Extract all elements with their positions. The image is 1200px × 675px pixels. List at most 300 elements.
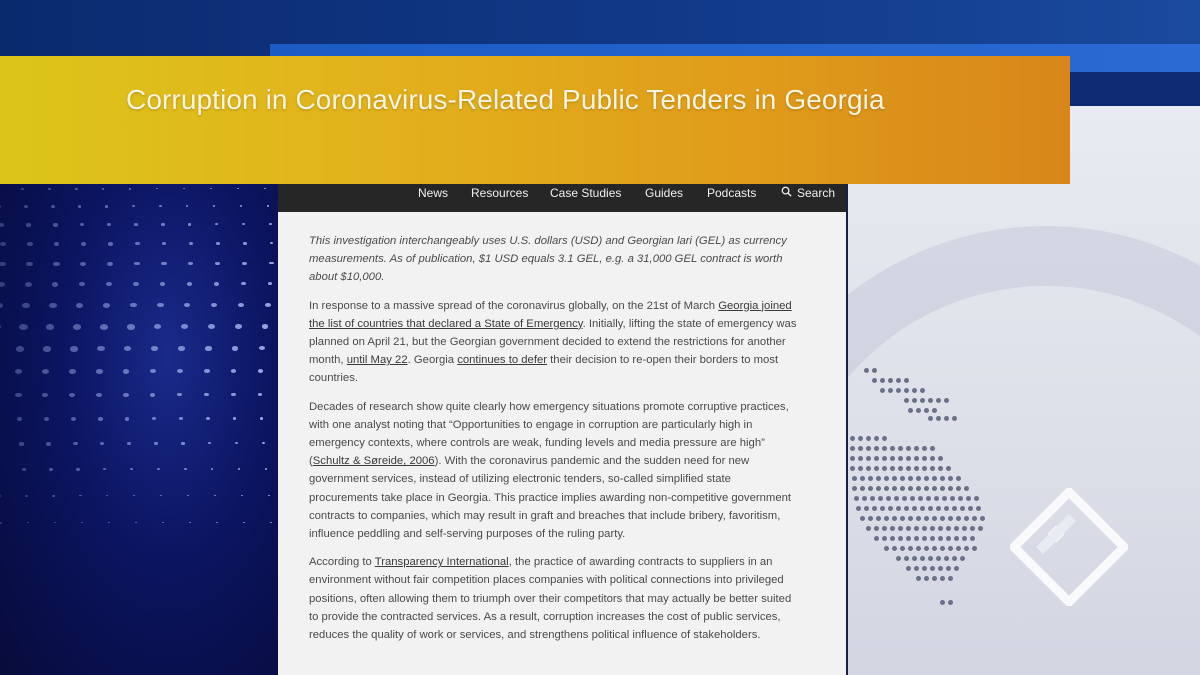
decorative-dot	[25, 495, 28, 497]
map-dot	[852, 486, 857, 491]
map-dot	[940, 516, 945, 521]
decorative-dot	[208, 324, 215, 329]
banner-title: Corruption in Coronavirus-Related Public Tenders in Georgia	[126, 84, 885, 115]
map-dot	[924, 476, 929, 481]
map-dot	[874, 536, 879, 541]
map-dot	[976, 506, 981, 511]
map-dot	[946, 466, 951, 471]
map-dot	[946, 536, 951, 541]
map-dot	[908, 516, 913, 521]
map-dot	[920, 556, 925, 561]
map-dot	[922, 466, 927, 471]
decorative-dot	[162, 522, 164, 523]
map-dot	[916, 476, 921, 481]
decorative-dot	[265, 303, 271, 307]
map-dot	[868, 476, 873, 481]
decorative-dot	[205, 346, 211, 350]
map-dot	[948, 600, 953, 605]
map-dot	[888, 506, 893, 511]
map-dot	[860, 476, 865, 481]
decorative-dot	[53, 262, 59, 266]
map-dot	[932, 486, 937, 491]
decorative-dot	[79, 282, 86, 287]
map-dot	[944, 416, 949, 421]
decorative-dot	[243, 242, 247, 244]
map-dot	[922, 446, 927, 451]
decorative-dot	[260, 417, 263, 419]
map-dot	[946, 526, 951, 531]
decorative-dot	[73, 324, 81, 330]
map-dot	[860, 516, 865, 521]
decorative-dot	[129, 188, 131, 190]
map-dot	[944, 556, 949, 561]
map-dot	[868, 486, 873, 491]
map-dot	[850, 456, 855, 461]
map-dot	[906, 536, 911, 541]
decorative-dot	[107, 262, 113, 266]
decorative-dot	[46, 324, 55, 330]
paragraph-text: Decades of research show quite clearly how emergency situations promote corruptive practices, with one analyst noting that “Opportunities to engage in corruption are particularly high in emergency contexts, where controls are weak, funding levels and media pressure are high” (	[309, 400, 789, 468]
map-dot	[928, 398, 933, 403]
map-dot	[940, 476, 945, 481]
map-dot	[858, 466, 863, 471]
decorative-dot	[160, 282, 166, 286]
map-dot	[882, 436, 887, 441]
map-dot	[872, 506, 877, 511]
map-dot	[866, 436, 871, 441]
decorative-dot	[150, 369, 156, 373]
map-dot	[964, 486, 969, 491]
decorative-dot	[19, 324, 28, 330]
decorative-dot	[48, 188, 51, 190]
decorative-dot	[214, 495, 216, 496]
map-dot	[912, 388, 917, 393]
map-dot	[914, 446, 919, 451]
map-dot	[866, 526, 871, 531]
map-dot	[948, 486, 953, 491]
map-dot	[970, 536, 975, 541]
map-dot	[864, 506, 869, 511]
paragraph-text: . Initially, lifting the state of emergency was planned on April 21, but the Georgian government decided to extend the restrictions for another month,	[309, 317, 797, 367]
decorative-dot	[215, 262, 220, 265]
decorative-dot	[0, 262, 6, 267]
nav-item-guides[interactable]: Guides	[645, 186, 684, 200]
map-dot	[940, 600, 945, 605]
decorative-dot	[235, 324, 242, 329]
decorative-dot	[0, 495, 1, 497]
decorative-dot	[103, 303, 110, 308]
decorative-dot	[210, 188, 212, 189]
decorative-dot	[269, 223, 272, 225]
decorative-dot	[211, 468, 213, 470]
decorative-dot	[106, 282, 112, 286]
decorative-dot	[159, 205, 162, 207]
map-dot	[938, 566, 943, 571]
map-dot	[896, 506, 901, 511]
decorative-dot	[154, 442, 158, 444]
map-dot	[852, 476, 857, 481]
map-dot	[908, 476, 913, 481]
map-dot	[884, 546, 889, 551]
map-dot	[898, 466, 903, 471]
map-dot	[888, 378, 893, 383]
map-dot	[938, 526, 943, 531]
decorative-dot	[265, 468, 267, 469]
decorative-dot	[127, 442, 131, 445]
decorative-dot	[262, 324, 269, 329]
map-dot	[946, 566, 951, 571]
map-dot	[858, 436, 863, 441]
map-dot	[906, 566, 911, 571]
map-dot	[898, 526, 903, 531]
map-dot	[972, 516, 977, 521]
decorative-dot	[22, 468, 26, 471]
decorative-dot	[152, 417, 156, 420]
decorative-dot	[75, 188, 78, 190]
nav-search-link[interactable]: Search	[797, 186, 836, 200]
map-dot	[882, 536, 887, 541]
map-dot	[970, 526, 975, 531]
map-dot	[914, 566, 919, 571]
map-dot	[914, 526, 919, 531]
decorative-dot	[269, 262, 273, 265]
map-dot	[962, 526, 967, 531]
decorative-dot	[177, 393, 182, 396]
decorative-dot	[80, 223, 84, 226]
map-dot	[862, 496, 867, 501]
decorative-dot	[103, 468, 106, 470]
map-dot	[960, 556, 965, 561]
decorative-dot	[183, 188, 185, 189]
map-dot	[948, 476, 953, 481]
map-dot	[860, 486, 865, 491]
decorative-dot	[211, 303, 217, 307]
map-dot	[892, 476, 897, 481]
nav-item-podcasts[interactable]: Podcasts	[707, 186, 757, 200]
decorative-dot	[135, 242, 140, 245]
decorative-dot	[26, 262, 32, 266]
decorative-dot	[19, 442, 24, 445]
map-dot	[974, 496, 979, 501]
background-dark-stripe	[1070, 72, 1200, 108]
map-dot	[890, 446, 895, 451]
decorative-dot	[186, 205, 188, 207]
decorative-dot	[102, 188, 104, 190]
map-dot	[930, 446, 935, 451]
decorative-dot	[15, 393, 21, 397]
decorative-dot	[97, 346, 104, 351]
decorative-dot	[157, 468, 160, 470]
map-dot	[912, 398, 917, 403]
map-dot	[924, 408, 929, 413]
nav-item-news[interactable]: News	[418, 186, 449, 200]
map-dot	[904, 506, 909, 511]
decorative-dot	[80, 262, 86, 266]
map-dot	[944, 398, 949, 403]
map-dot	[916, 408, 921, 413]
paragraph-text: . Georgia	[407, 354, 458, 367]
decorative-dot	[15, 369, 22, 374]
article-paragraph-3	[309, 553, 801, 644]
decorative-dot	[54, 522, 56, 523]
decorative-dot	[258, 393, 262, 396]
decorative-dot	[0, 324, 1, 330]
map-dot	[884, 476, 889, 481]
decorative-dot	[181, 324, 188, 329]
decorative-dot	[134, 262, 139, 266]
map-dot	[932, 408, 937, 413]
paragraph-text: ). With the coronavirus pandemic and the sudden need for new government services, instead of utilizing electronic tenders, so-called simplified state procurements take place in Georgia. This practice implies awarding non-competitive government contracts to companies, which may result in graft and breaches that include bribery, favoritism, influence peddling and self-serving purposes of the ruling party.	[309, 455, 792, 541]
map-dot	[922, 456, 927, 461]
map-dot	[980, 516, 985, 521]
decorative-dot	[76, 303, 83, 308]
map-dot	[900, 516, 905, 521]
map-dot	[938, 536, 943, 541]
map-dot	[904, 398, 909, 403]
decorative-dot	[107, 223, 111, 226]
map-dot	[906, 456, 911, 461]
decorative-dot	[240, 205, 242, 206]
decorative-dot	[259, 346, 265, 350]
decorative-dot	[133, 282, 139, 286]
map-dot	[940, 576, 945, 581]
decorative-dot	[0, 205, 1, 208]
nav-item-case-studies[interactable]: Case Studies	[550, 186, 622, 200]
link-until-may-22[interactable]: until May 22	[346, 354, 408, 367]
decorative-dot	[0, 223, 4, 227]
decorative-dot	[231, 369, 236, 373]
map-dot	[864, 368, 869, 373]
decorative-dot	[242, 262, 246, 265]
map-dot	[968, 506, 973, 511]
decorative-dot	[216, 242, 220, 245]
map-dot	[956, 476, 961, 481]
map-dot	[900, 476, 905, 481]
decorative-dot	[49, 303, 57, 308]
decorative-dot	[238, 303, 244, 307]
map-dot	[896, 556, 901, 561]
map-dot	[924, 576, 929, 581]
decorative-dot	[54, 242, 59, 246]
map-dot	[936, 398, 941, 403]
map-dot	[942, 496, 947, 501]
decorative-dot	[52, 495, 55, 497]
decorative-dot	[51, 205, 55, 208]
decorative-dot	[44, 417, 49, 421]
link-transparency-international[interactable]: Transparency International	[374, 556, 509, 569]
map-dot	[850, 466, 855, 471]
map-dot	[890, 466, 895, 471]
decorative-dot	[214, 282, 219, 286]
map-dot	[876, 486, 881, 491]
map-dot	[880, 506, 885, 511]
map-dot	[890, 456, 895, 461]
decorative-dot	[188, 262, 193, 265]
map-dot	[894, 496, 899, 501]
map-dot	[898, 536, 903, 541]
map-dot	[928, 556, 933, 561]
map-dot	[908, 546, 913, 551]
map-dot	[920, 388, 925, 393]
decorative-dot	[181, 442, 184, 444]
article-intro-note: This investigation interchangeably uses U.S. dollars (USD) and Georgian lari (GEL) as currency measurements. As of publication, $1 USD equals 3.1 GEL, e.g. a 31,000 GEL contract is worth about $10,000.	[309, 235, 787, 284]
map-dot	[868, 516, 873, 521]
decorative-dot	[206, 417, 210, 420]
decorative-dot	[262, 442, 265, 444]
map-dot	[978, 526, 983, 531]
map-dot	[874, 446, 879, 451]
map-dot	[964, 546, 969, 551]
decorative-dot	[81, 522, 83, 523]
map-dot	[958, 496, 963, 501]
map-dot	[872, 378, 877, 383]
decorative-dot	[53, 223, 58, 226]
map-dot	[916, 546, 921, 551]
decorative-dot	[204, 393, 209, 396]
decorative-dot	[215, 223, 218, 225]
map-dot	[916, 486, 921, 491]
decorative-dot	[43, 346, 51, 351]
map-dot	[966, 496, 971, 501]
map-dot	[954, 566, 959, 571]
map-dot	[952, 416, 957, 421]
map-dot	[928, 416, 933, 421]
decorative-dot	[243, 522, 245, 523]
map-dot	[932, 516, 937, 521]
map-dot	[936, 556, 941, 561]
decorative-dot	[52, 282, 59, 287]
decorative-dot	[178, 346, 184, 351]
map-dot	[962, 536, 967, 541]
map-dot	[922, 536, 927, 541]
link-state-of-emergency[interactable]: Georgia joined the list of countries that declared a State of Emergency	[309, 299, 792, 330]
decorative-dot	[132, 205, 135, 207]
nav-item-resources[interactable]: Resources	[471, 186, 529, 200]
decorative-dot	[241, 282, 246, 286]
decorative-dot	[81, 242, 86, 246]
background-dot-globe	[0, 184, 280, 675]
decorative-dot	[108, 522, 110, 523]
map-dot	[940, 546, 945, 551]
decorative-dot	[237, 188, 239, 189]
decorative-dot	[96, 393, 102, 397]
map-dot	[878, 496, 883, 501]
decorative-dot	[76, 468, 79, 470]
decorative-dot	[125, 417, 130, 420]
decorative-dot	[24, 205, 28, 208]
map-dot	[948, 516, 953, 521]
decorative-dot	[123, 393, 128, 397]
map-dot	[972, 546, 977, 551]
map-dot	[914, 456, 919, 461]
decorative-dot	[27, 522, 29, 524]
search-icon[interactable]	[781, 186, 792, 197]
decorative-dot	[204, 369, 209, 373]
map-dot	[904, 388, 909, 393]
title-banner	[0, 56, 1070, 184]
map-dot	[906, 446, 911, 451]
map-dot	[882, 526, 887, 531]
decorative-dot	[46, 442, 51, 445]
map-dot	[932, 546, 937, 551]
map-dot	[920, 506, 925, 511]
decorative-dot	[69, 369, 76, 374]
map-dot	[892, 516, 897, 521]
decorative-dot	[78, 205, 81, 207]
decorative-dot	[108, 242, 113, 245]
link-schultz-soreide[interactable]: Schultz & Søreide, 2006	[312, 455, 435, 468]
map-dot	[886, 496, 891, 501]
decorative-dot	[22, 303, 30, 309]
map-dot	[948, 576, 953, 581]
map-dot	[952, 556, 957, 561]
decorative-dot	[69, 393, 75, 397]
link-continues-to-defer[interactable]: continues to defer	[457, 354, 548, 367]
map-dot	[910, 496, 915, 501]
decorative-dot	[70, 346, 77, 351]
map-dot	[954, 536, 959, 541]
map-dot	[914, 536, 919, 541]
map-dot	[938, 456, 943, 461]
decorative-dot	[49, 468, 53, 471]
map-dot	[898, 456, 903, 461]
map-dot	[908, 408, 913, 413]
decorative-dot	[233, 417, 237, 419]
map-dot	[948, 546, 953, 551]
map-dot	[926, 496, 931, 501]
map-dot	[880, 378, 885, 383]
broadcaster-logo-icon	[1010, 488, 1128, 606]
decorative-dot	[267, 205, 269, 206]
map-dot	[936, 506, 941, 511]
map-dot	[938, 466, 943, 471]
map-dot	[906, 466, 911, 471]
paragraph-text: their decision to re-open their borders to most countries.	[309, 354, 779, 385]
map-dot	[912, 506, 917, 511]
map-dot	[906, 526, 911, 531]
decorative-dot	[130, 303, 137, 308]
decorative-dot	[161, 223, 165, 225]
map-dot	[896, 378, 901, 383]
decorative-dot	[42, 369, 49, 374]
decorative-dot	[98, 417, 103, 420]
decorative-dot	[16, 346, 24, 352]
map-dot	[920, 398, 925, 403]
decorative-dot	[133, 495, 135, 497]
decorative-dot	[100, 324, 108, 330]
map-dot	[932, 476, 937, 481]
decorative-dot	[26, 223, 31, 226]
map-dot	[918, 496, 923, 501]
decorative-dot	[187, 495, 189, 496]
decorative-dot	[71, 417, 76, 421]
map-dot	[904, 556, 909, 561]
decorative-dot	[241, 495, 243, 496]
map-dot	[956, 546, 961, 551]
decorative-dot	[264, 188, 266, 189]
decorative-dot	[25, 282, 32, 287]
decorative-dot	[73, 442, 77, 445]
decorative-dot	[100, 442, 104, 445]
map-dot	[858, 456, 863, 461]
map-dot	[954, 526, 959, 531]
map-dot	[916, 516, 921, 521]
decorative-dot	[124, 346, 131, 351]
decorative-dot	[127, 324, 135, 329]
decorative-dot	[189, 522, 191, 523]
decorative-dot	[150, 393, 155, 397]
map-dot	[940, 486, 945, 491]
